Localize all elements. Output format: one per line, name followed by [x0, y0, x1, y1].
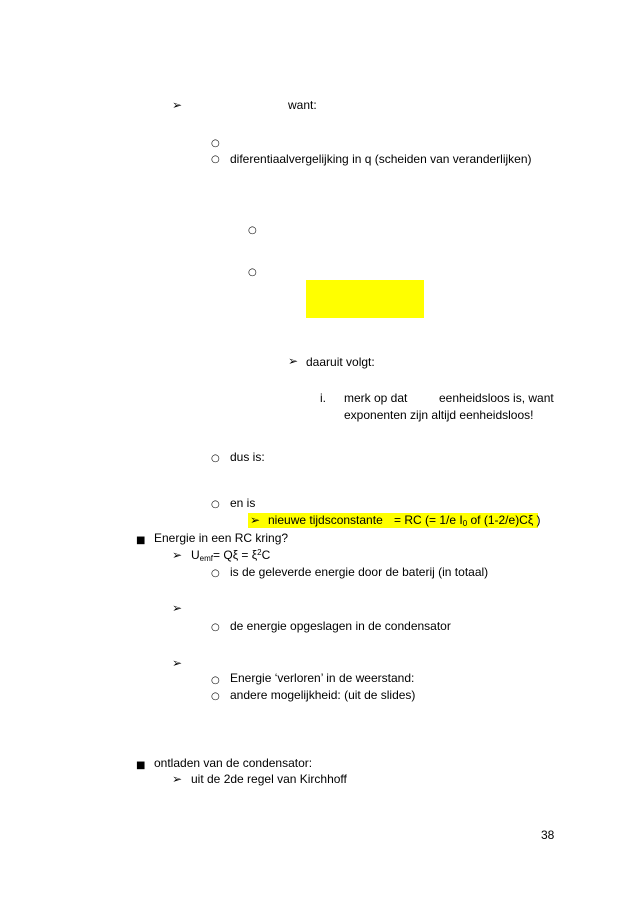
eenheidsloos-text: eenheidsloos is, want — [439, 391, 554, 405]
highlight-box — [306, 280, 424, 318]
list-number: i. — [320, 391, 326, 405]
verloren-text: Energie ‘verloren’ in de weerstand: — [230, 671, 415, 685]
arrow-bullet: ➢ — [172, 656, 183, 670]
kirchhoff-text: uit de 2de regel van Kirchhoff — [191, 772, 347, 786]
circle-bullet: ○ — [211, 453, 220, 464]
arrow-bullet: ➢ — [172, 98, 183, 112]
circle-bullet: ○ — [211, 568, 220, 579]
energy-heading: Energie in een RC kring? — [154, 531, 289, 545]
andere-text: andere mogelijkheid: (uit de slides) — [230, 688, 416, 702]
circle-bullet: ○ — [211, 691, 220, 702]
arrow-bullet: ➢ — [172, 548, 183, 562]
en-is-text: en is — [230, 496, 256, 510]
circle-bullet: ○ — [211, 499, 220, 510]
arrow-bullet: ➢ — [172, 601, 183, 615]
daaruit-text: daaruit volgt: — [306, 355, 375, 369]
circle-bullet: ○ — [248, 267, 257, 278]
time-constant-formula: = RC (= 1/e $I_0$ of (1-2/e)Cξ ) — [394, 513, 541, 528]
circle-bullet: ○ — [211, 154, 220, 165]
uemf-formula: $U_{emf}= Q\xi = \xi^2C$ — [191, 548, 271, 563]
merk-op-text: merk op dat — [344, 391, 408, 405]
square-bullet: ■ — [136, 535, 146, 546]
arrow-bullet: ➢ — [172, 772, 183, 786]
time-constant-label: nieuwe tijdsconstante — [268, 513, 383, 527]
square-bullet: ■ — [136, 760, 146, 771]
arrow-bullet: ➢ — [288, 354, 299, 368]
circle-bullet: ○ — [211, 138, 220, 149]
page-number: 38 — [541, 828, 555, 842]
want-text: want: — [288, 98, 317, 112]
circle-bullet: ○ — [211, 675, 220, 686]
exponenten-text: exponenten zijn altijd eenheidsloos! — [344, 408, 534, 422]
opgeslagen-text: de energie opgeslagen in de condensator — [230, 619, 451, 633]
dus-text: dus is: — [230, 450, 265, 464]
geleverd-text: is de geleverde energie door de baterij (in totaal) — [230, 565, 489, 579]
arrow-bullet: ➢ — [250, 513, 261, 527]
differential-equation-text: diferentiaalvergelijking in q (scheiden van veranderlijken) — [230, 152, 532, 166]
ontladen-heading: ontladen van de condensator: — [154, 756, 313, 770]
circle-bullet: ○ — [248, 225, 257, 236]
circle-bullet: ○ — [211, 622, 220, 633]
